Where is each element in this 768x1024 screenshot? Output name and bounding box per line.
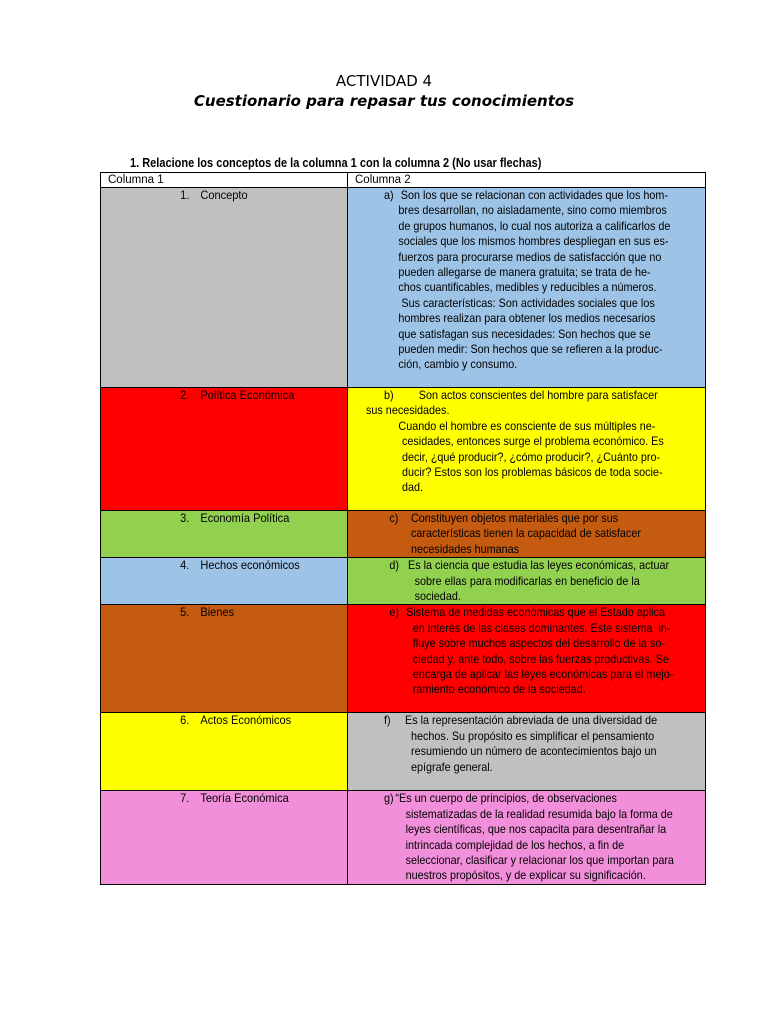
concept-number: 5. <box>180 605 190 620</box>
definition-text-line: decir, ¿qué producir?, ¿cómo producir?, ¿Cuánto pro- <box>402 449 661 464</box>
concept-number: 4. <box>180 558 190 573</box>
definition-text-line: fuerzos para procurarse medios de satisfacción que no <box>398 249 662 264</box>
table-row <box>101 511 706 558</box>
definition-text-line: Son los que se relacionan con actividades que los hom- <box>400 188 668 202</box>
definition-text-line: pueden allegarse de manera gratuita; se trata de he- <box>398 265 651 280</box>
concept-number: 1. <box>180 188 190 202</box>
concept-cell <box>101 188 348 388</box>
definition-text-line: resumiendo un número de acontecimientos bajo un <box>411 744 657 759</box>
definition-text-line: Sistema de medidas económicas que el Estado aplica <box>406 605 665 620</box>
definition-letter: g) <box>384 791 394 806</box>
concept-label: Concepto <box>200 188 248 202</box>
definition-cell <box>348 188 706 388</box>
definition-text-line: hombres realizan para obtener los medios necesarios <box>398 311 656 326</box>
concept-label: Teoría Económica <box>200 791 289 806</box>
column-2-header: Columna 2 <box>348 173 706 188</box>
definition-letter: e) <box>389 605 400 620</box>
concept-number: 2. <box>180 388 190 402</box>
definition-text-line: seleccionar, clasificar y relacionar los que importan para <box>405 853 674 868</box>
definition-text-line: Es la representación abreviada de una diversidad de <box>405 713 658 728</box>
table-row <box>101 791 706 884</box>
definition-text-line: en interés de las clases dominantes. Este sistema in- <box>412 620 671 635</box>
page-title: ACTIVIDAD 4 <box>335 72 433 90</box>
concept-cell <box>101 388 348 511</box>
definition-letter: b) <box>384 388 394 402</box>
definition-text-line: sociales que los mismos hombres despliegan en sus es- <box>398 234 669 249</box>
definition-text-line: encarga de aplicar las leyes económicas para el mejo- <box>412 667 674 682</box>
definition-text-line: que satisfagan sus necesidades: Son hechos que se <box>398 326 651 341</box>
definition-text-line: hechos. Su propósito es simplificar el pensamiento <box>411 728 655 743</box>
concept-label: Bienes <box>200 605 235 620</box>
definition-text-line: pueden medir: Son hechos que se refieren a la produc- <box>398 342 663 357</box>
definition-text-line: Sus características: Son actividades sociales que los <box>398 295 655 310</box>
definition-text-line: sobre ellas para modificarlas en beneficio de la <box>414 573 640 588</box>
definition-letter: d) <box>389 558 400 573</box>
definition-text-line: epígrafe general. <box>411 759 493 774</box>
definition-text-line: intrincada complejidad de los hechos, a fin de <box>405 837 625 852</box>
concept-cell <box>101 605 348 713</box>
definition-text-line: ramiento económico de la sociedad. <box>412 682 586 697</box>
table-row <box>101 188 706 388</box>
table-row <box>101 388 706 511</box>
definition-text-line: sistematizadas de la realidad resumida bajo la forma de <box>405 806 673 821</box>
table-row <box>101 558 706 605</box>
definition-cell <box>348 791 706 884</box>
concept-number: 7. <box>180 791 190 806</box>
matching-table <box>100 172 706 885</box>
concept-label: Hechos económicos <box>200 558 300 573</box>
definition-cell <box>348 713 706 791</box>
concept-number: 3. <box>180 511 190 525</box>
definition-text-line: nuestros propósitos, y de explicar su significación. <box>405 868 646 883</box>
definition-text-line: necesidades humanas <box>411 541 520 556</box>
definition-cell <box>348 605 706 713</box>
definition-text-line: Cuando el hombre es consciente de sus múltiples ne- <box>398 418 656 433</box>
definition-text-line: “Es un cuerpo de principios, de observaciones <box>395 791 617 806</box>
definition-text-line: Constituyen objetos materiales que por sus <box>411 511 619 525</box>
definition-text-line: dad. <box>402 480 424 495</box>
definition-text-line: ción, cambio y consumo. <box>398 357 518 372</box>
definition-letter: f) <box>384 713 391 728</box>
definition-text-line: ciedad y, ante todo, sobre las fuerzas productivas. Se <box>412 651 669 666</box>
definition-cell <box>348 511 706 558</box>
concept-label: Economía Política <box>200 511 290 525</box>
definition-text-line: bres desarrollan, no aisladamente, sino como miembros <box>398 203 667 218</box>
concept-label: Política Económica <box>200 388 295 402</box>
table-row <box>101 713 706 791</box>
concept-label: Actos Económicos <box>200 713 292 728</box>
table-row <box>101 605 706 713</box>
definition-text-line: sus necesidades. <box>366 403 450 418</box>
definition-text-line: fluye sobre muchos aspectos del desarrollo de la so- <box>412 636 665 651</box>
table-header-row <box>101 173 706 188</box>
definition-text-line: ducir? Estos son los problemas básicos de toda socie- <box>402 465 663 480</box>
definition-text-line: chos cuantificables, medibles y reducibles a números. <box>398 280 657 295</box>
definition-letter: a) <box>384 188 394 202</box>
concept-cell <box>101 713 348 791</box>
definition-text-line: de grupos humanos, lo cual nos autoriza a calificarlos de <box>398 218 671 233</box>
column-1-header: Columna 1 <box>101 173 348 188</box>
definition-text-line: características tienen la capacidad de satisfacer <box>411 526 641 541</box>
definition-text-line: cesidades, entonces surge el problema económico. Es <box>402 434 664 449</box>
concept-number: 6. <box>180 713 190 728</box>
definition-text-line: leyes científicas, que nos capacita para desentrañar la <box>405 822 667 837</box>
concept-cell <box>101 558 348 605</box>
page-subtitle: Cuestionario para repasar tus conocimientos <box>193 92 575 110</box>
concept-cell <box>101 791 348 884</box>
definition-text-line: sociedad. <box>414 589 461 604</box>
instruction-text: 1. Relacione los conceptos de la columna 1 con la columna 2 (No usar flechas) <box>130 156 542 170</box>
definition-text-line: Es la ciencia que estudia las leyes económicas, actuar <box>408 558 670 573</box>
concept-cell <box>101 511 348 558</box>
definition-cell <box>348 388 706 511</box>
definition-text-line: Son actos conscientes del hombre para satisfacer <box>418 388 658 402</box>
definition-cell <box>348 558 706 605</box>
definition-letter: c) <box>389 511 399 525</box>
